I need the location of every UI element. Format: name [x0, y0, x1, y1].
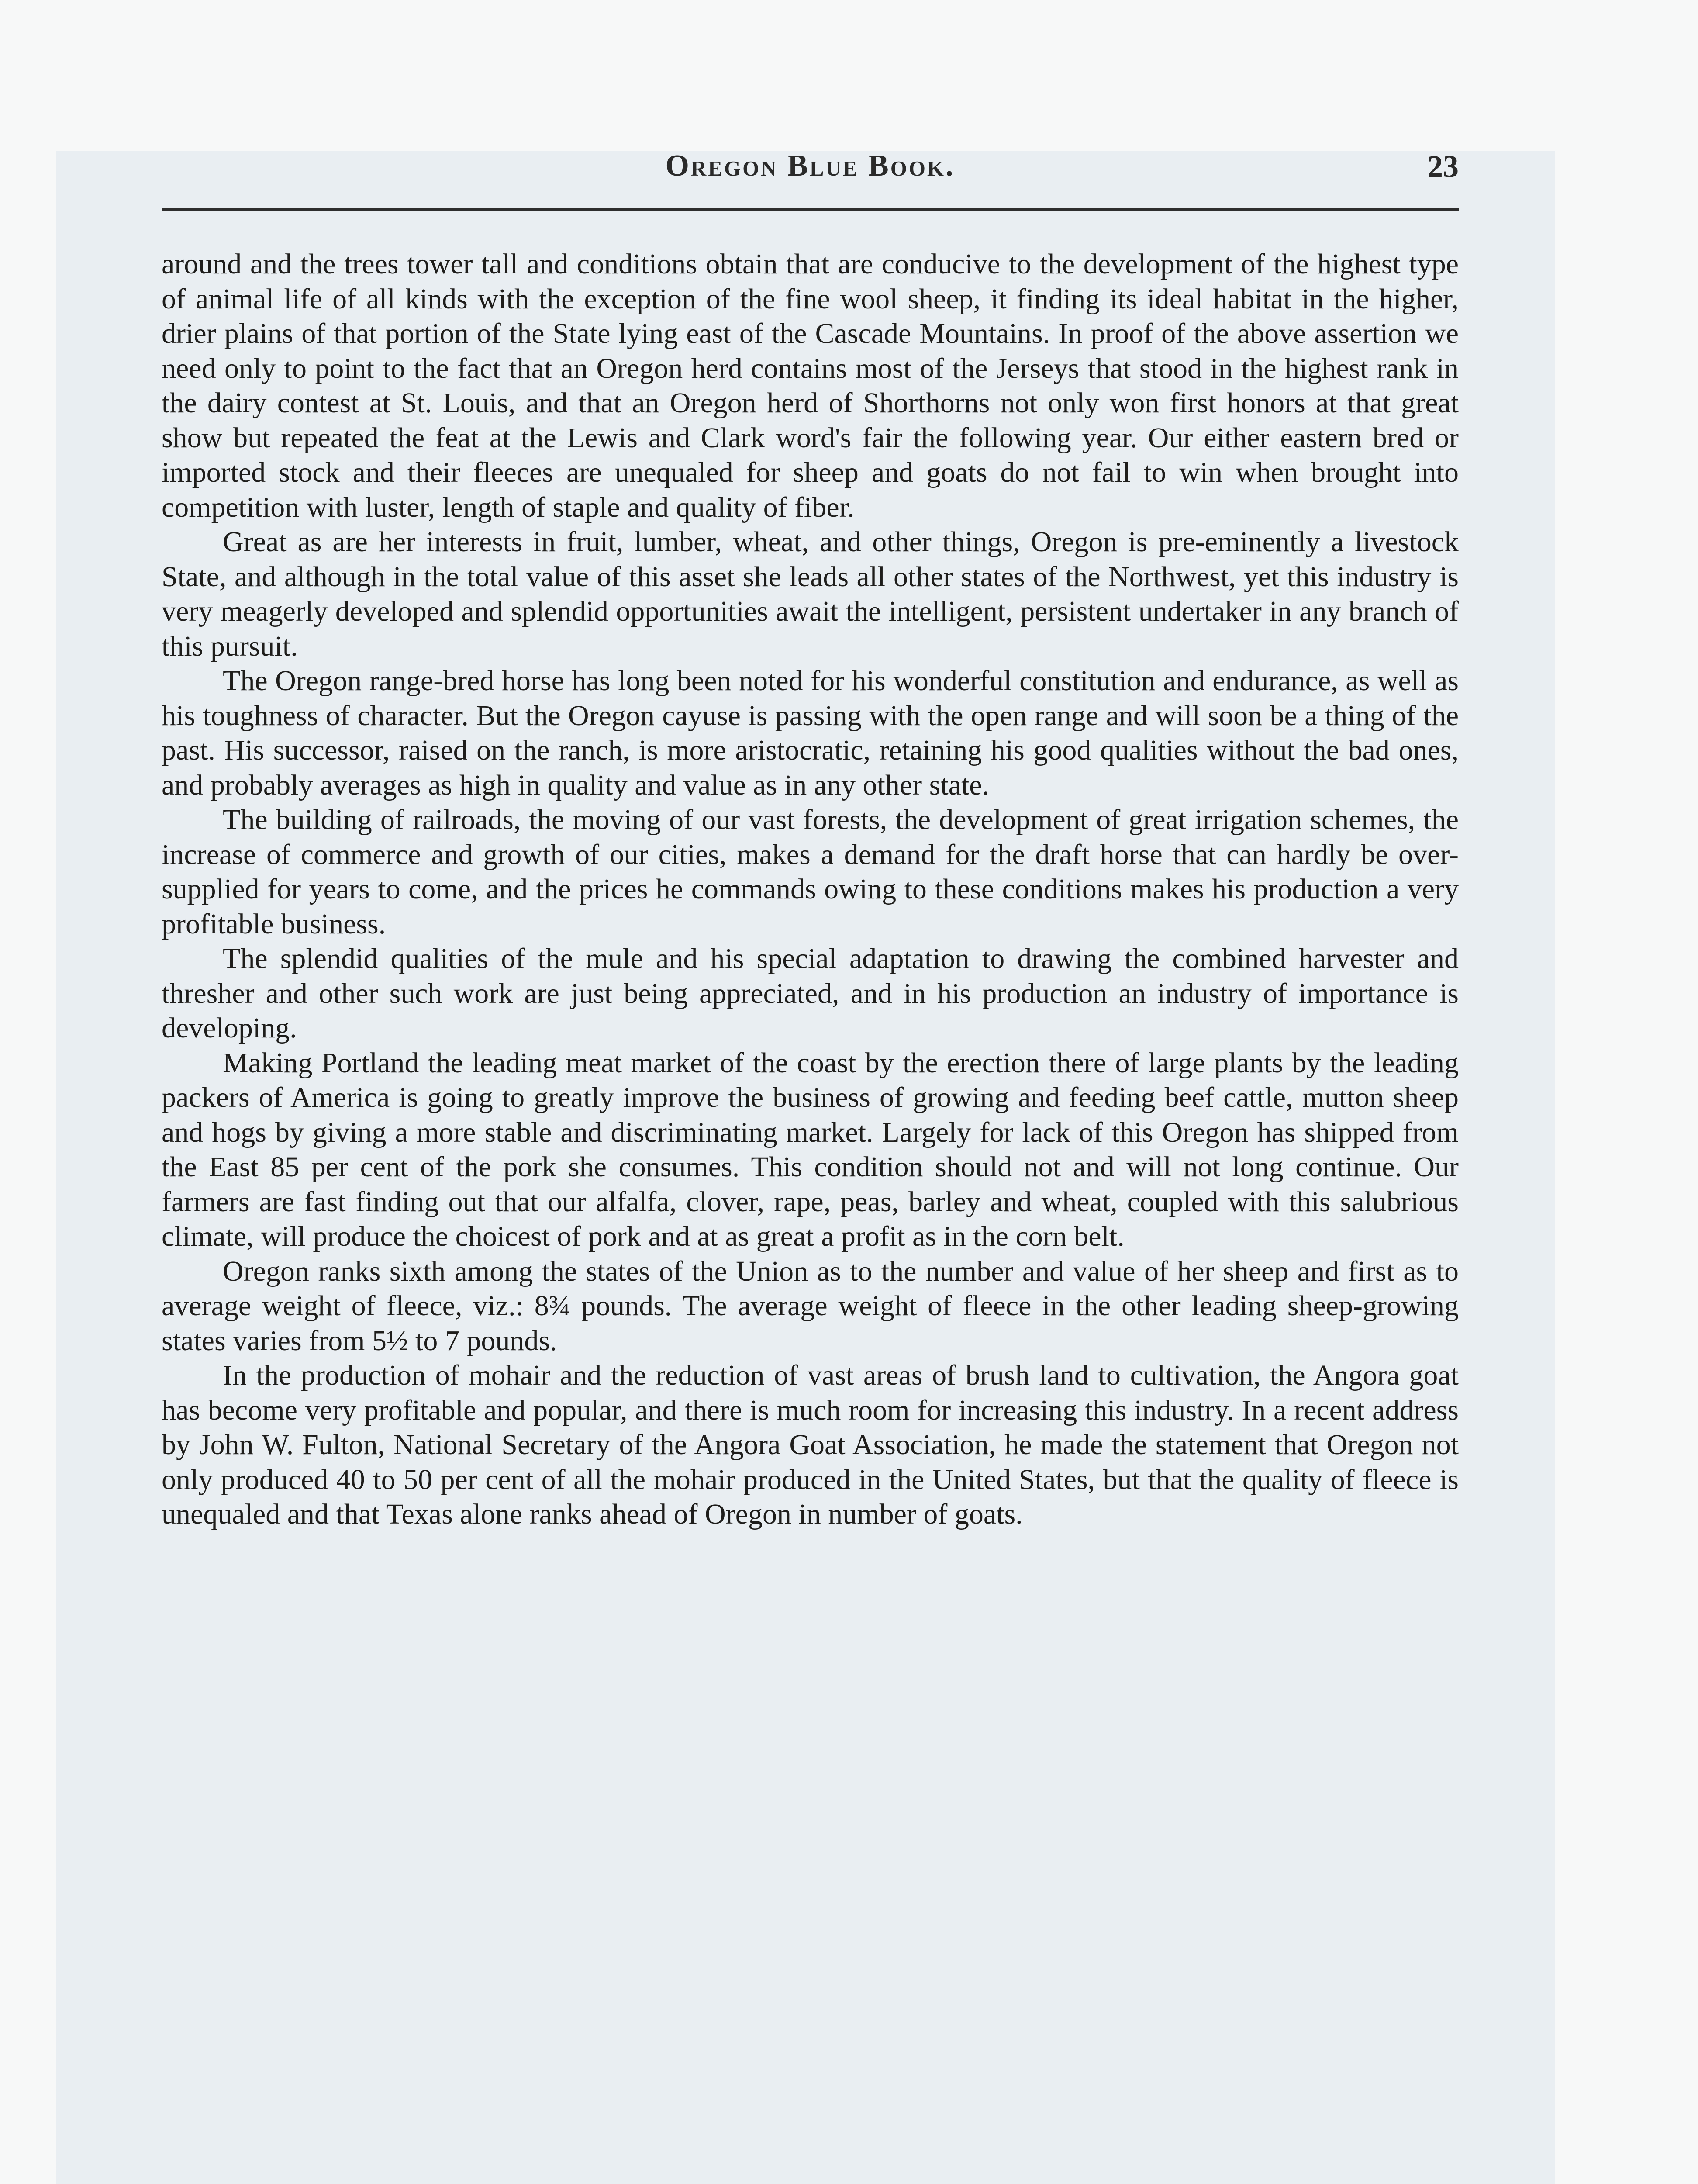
paragraph-3: The Oregon range-bred horse has long been noted for his wonderful constitution and endurance, as well as his toughness of character. But the Oregon cayuse is passing with the open range and will soon be a thing of the past. His successor, raised on the ranch, is more aristocratic, retaining his good qualities without the bad ones, and probably averages as high in quality and value as in any other state. [162, 665, 1459, 801]
paragraph-5: The splendid qualities of the mule and his special adaptation to drawing the combined harvester and thresher and other such work are just being appreciated, and in his production an industry of importance is developing. [162, 943, 1459, 1044]
paragraph-6: Making Portland the leading meat market of the coast by the erection there of large plants by the leading packers of America is going to greatly improve the business of growing and feeding beef cattle, mutton sheep and hogs by giving a more stable and discriminating market. Largely for lack of this Oregon has shipped from the East 85 per cent of the pork she consumes. This condition should not and will not long continue. Our farmers are fast finding out that our alfalfa, clover, rape, peas, barley and wheat, coupled with this salubrious climate, will produce the choicest of pork and at as great a profit as in the corn belt. [162, 1047, 1459, 1252]
paragraph-2: Great as are her interests in fruit, lumber, wheat, and other things, Oregon is pre-eminently a livestock State, and although in the total value of this asset she leads all other states of the Northwest, yet this industry is very meagerly developed and splendid opportunities await the intelligent, persistent undertaker in any branch of this pursuit. [162, 526, 1459, 662]
body-text [162, 247, 1459, 1532]
page-number: 23 [1427, 149, 1459, 184]
paragraph-4: The building of railroads, the moving of our vast forests, the development of great irrigation schemes, the increase of commerce and growth of our cities, makes a demand for the draft horse that can hardly be over-supplied for years to come, and the prices he commands owing to these conditions makes his production a very profitable business. [162, 804, 1459, 940]
paragraph-7: Oregon ranks sixth among the states of the Union as to the number and value of her sheep and first as to average weight of fleece, viz.: 8¾ pounds. The average weight of fleece in the other leading sheep-growing states varies from 5½ to 7 pounds. [162, 1255, 1459, 1357]
running-header [162, 144, 1459, 197]
paragraph-8: In the production of mohair and the reduction of vast areas of brush land to cultivation, the Angora goat has become very profitable and popular, and there is much room for increasing this industry. In a recent address by John W. Fulton, National Secretary of the Angora Goat Association, he made the statement that Oregon not only produced 40 to 50 per cent of all the mohair produced in the United States, but that the quality of fleece is unequaled and that Texas alone ranks ahead of Oregon in number of goats. [162, 1359, 1459, 1530]
header-rule [162, 208, 1459, 211]
paragraph-1: around and the trees tower tall and conditions obtain that are conducive to the development of the highest type of animal life of all kinds with the exception of the fine wool sheep, it finding its ideal habitat in the higher, drier plains of that portion of the State lying east of the Cascade Mountains. In proof of the above assertion we need only to point to the fact that an Oregon herd contains most of the Jerseys that stood in the highest rank in the dairy contest at St. Louis, and that an Oregon herd of Shorthorns not only won first honors at that great show but repeated the feat at the Lewis and Clark word's fair the following year. Our either eastern bred or imported stock and their fleeces are unequaled for sheep and goats do not fail to win when brought into competition with luster, length of staple and quality of fiber. [162, 248, 1459, 523]
header-title: Oregon Blue Book. [665, 149, 955, 183]
